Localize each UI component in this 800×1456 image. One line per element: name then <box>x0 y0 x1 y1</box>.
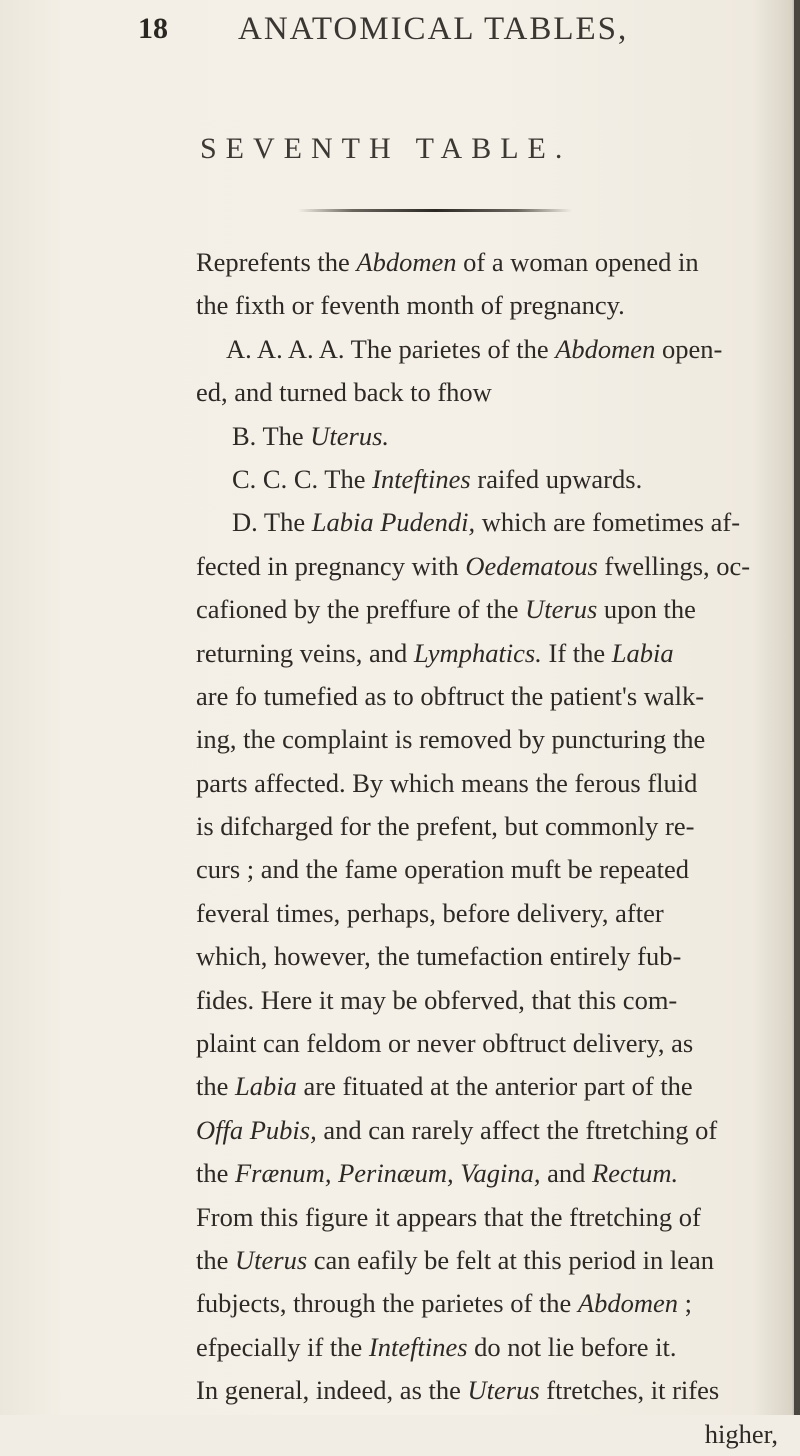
italic-term: Uterus <box>467 1375 540 1406</box>
text-line <box>196 675 784 718</box>
text-run: upon the <box>597 594 696 625</box>
text-run: cafioned by the preffure of the <box>196 594 526 625</box>
text-run: the <box>196 1071 235 1102</box>
text-run: feveral times, perhaps, before delivery, after <box>196 897 664 928</box>
italic-term: Labia <box>235 1071 297 1102</box>
text-line <box>196 762 784 805</box>
text-run: From this figure it appears that the ftretching of <box>196 1201 701 1232</box>
text-run: plaint can feldom or never obftruct delivery, as <box>196 1028 694 1059</box>
italic-term: Labia Pudendi, <box>311 507 476 538</box>
text-line <box>196 848 784 891</box>
italic-term: Abdomen <box>577 1288 679 1319</box>
text-line <box>196 892 784 935</box>
text-run: of a woman opened in <box>456 247 699 277</box>
text-run: the fixth or feventh month of pregnancy. <box>196 290 625 321</box>
text-line <box>196 241 784 284</box>
text-run: D. The <box>232 507 312 538</box>
text-run: ftretches, it rifes <box>539 1375 720 1406</box>
text-line <box>196 1109 784 1152</box>
italic-term: Labia <box>611 637 674 668</box>
italic-term: Oedematous <box>465 550 598 581</box>
italic-term: Inteftines <box>372 463 471 494</box>
italic-term: Offa Pubis, <box>196 1114 317 1145</box>
text-line <box>196 1152 784 1195</box>
text-line <box>196 1239 784 1282</box>
italic-term: Uterus <box>525 594 598 625</box>
page-number: 18 <box>138 12 168 45</box>
text-line <box>196 588 784 631</box>
italic-term: Lymphatics. <box>413 637 542 668</box>
text-run: curs ; and the fame operation muft be repeated <box>196 854 689 885</box>
text-run: fubjects, through the parietes of the <box>196 1288 578 1319</box>
text-line <box>196 1413 784 1456</box>
text-line <box>196 458 784 501</box>
text-run: and can rarely affect the ftretching of <box>316 1114 718 1145</box>
text-run: are fituated at the anterior part of the <box>296 1071 693 1102</box>
text-line <box>196 1065 784 1108</box>
italic-term: Abdomen <box>555 333 656 364</box>
text-run: In general, indeed, as the <box>196 1375 468 1406</box>
text-line <box>196 632 784 675</box>
text-run: A. A. A. A. The parietes of the <box>226 333 556 364</box>
text-run: and <box>540 1158 593 1189</box>
text-run: ing, the complaint is removed by puncturing the <box>196 724 706 755</box>
text-line <box>196 979 784 1022</box>
text-line <box>196 718 784 761</box>
text-run: raifed upwards. <box>470 463 643 494</box>
text-run: Reprefents the <box>196 247 357 277</box>
text-line <box>196 1369 784 1412</box>
text-run: open- <box>655 333 723 364</box>
text-run: the <box>196 1158 235 1189</box>
italic-term: Frænum, Perinæum, Vagina, <box>235 1158 541 1189</box>
text-run: which are fometimes af- <box>475 507 741 538</box>
text-run: higher, <box>704 1418 778 1449</box>
text-line <box>196 1196 784 1239</box>
text-run: is difcharged for the prefent, but commonly re- <box>196 811 695 842</box>
text-run: ed, and turned back to fhow <box>196 377 492 408</box>
text-line <box>196 545 784 588</box>
text-run: fected in pregnancy with <box>196 550 466 581</box>
ornamental-rule <box>298 209 572 212</box>
italic-term: Inteftines <box>368 1331 468 1362</box>
text-run: which, however, the tumefaction entirely fub- <box>196 941 682 972</box>
page-edge-shadow <box>794 0 800 1415</box>
text-run: efpecially if the <box>196 1331 369 1362</box>
text-run: parts affected. By which means the ferous fluid <box>196 767 698 798</box>
italic-term: Uterus. <box>310 420 390 451</box>
table-title: SEVENTH TABLE. <box>200 132 572 165</box>
text-run: fwellings, oc- <box>597 550 751 581</box>
text-run: do not lie before it. <box>467 1331 677 1362</box>
text-run: can eafily be felt at this period in lean <box>307 1244 715 1275</box>
italic-term: Rectum. <box>592 1158 679 1189</box>
body-text <box>196 241 784 1456</box>
text-line <box>196 284 784 327</box>
text-line <box>196 935 784 978</box>
running-title: ANATOMICAL TABLES, <box>238 10 629 47</box>
text-line <box>196 328 784 371</box>
text-run: fides. Here it may be obferved, that this com- <box>196 984 678 1015</box>
text-run: C. C. C. The <box>232 463 373 494</box>
text-line <box>196 1282 784 1325</box>
running-head <box>138 4 738 54</box>
italic-term: Uterus <box>235 1244 308 1275</box>
text-line <box>196 371 784 414</box>
text-run: the <box>196 1244 235 1275</box>
text-line <box>196 805 784 848</box>
text-run: ; <box>678 1288 693 1319</box>
text-run: If the <box>541 637 612 668</box>
text-line <box>196 1022 784 1065</box>
text-line <box>196 1326 784 1369</box>
text-run: B. The <box>232 420 311 451</box>
text-line <box>196 415 784 458</box>
text-run: returning veins, and <box>196 637 414 668</box>
text-line <box>196 501 784 544</box>
italic-term: Abdomen <box>356 247 457 277</box>
text-run: are fo tumefied as to obftruct the patient's walk- <box>196 680 705 711</box>
